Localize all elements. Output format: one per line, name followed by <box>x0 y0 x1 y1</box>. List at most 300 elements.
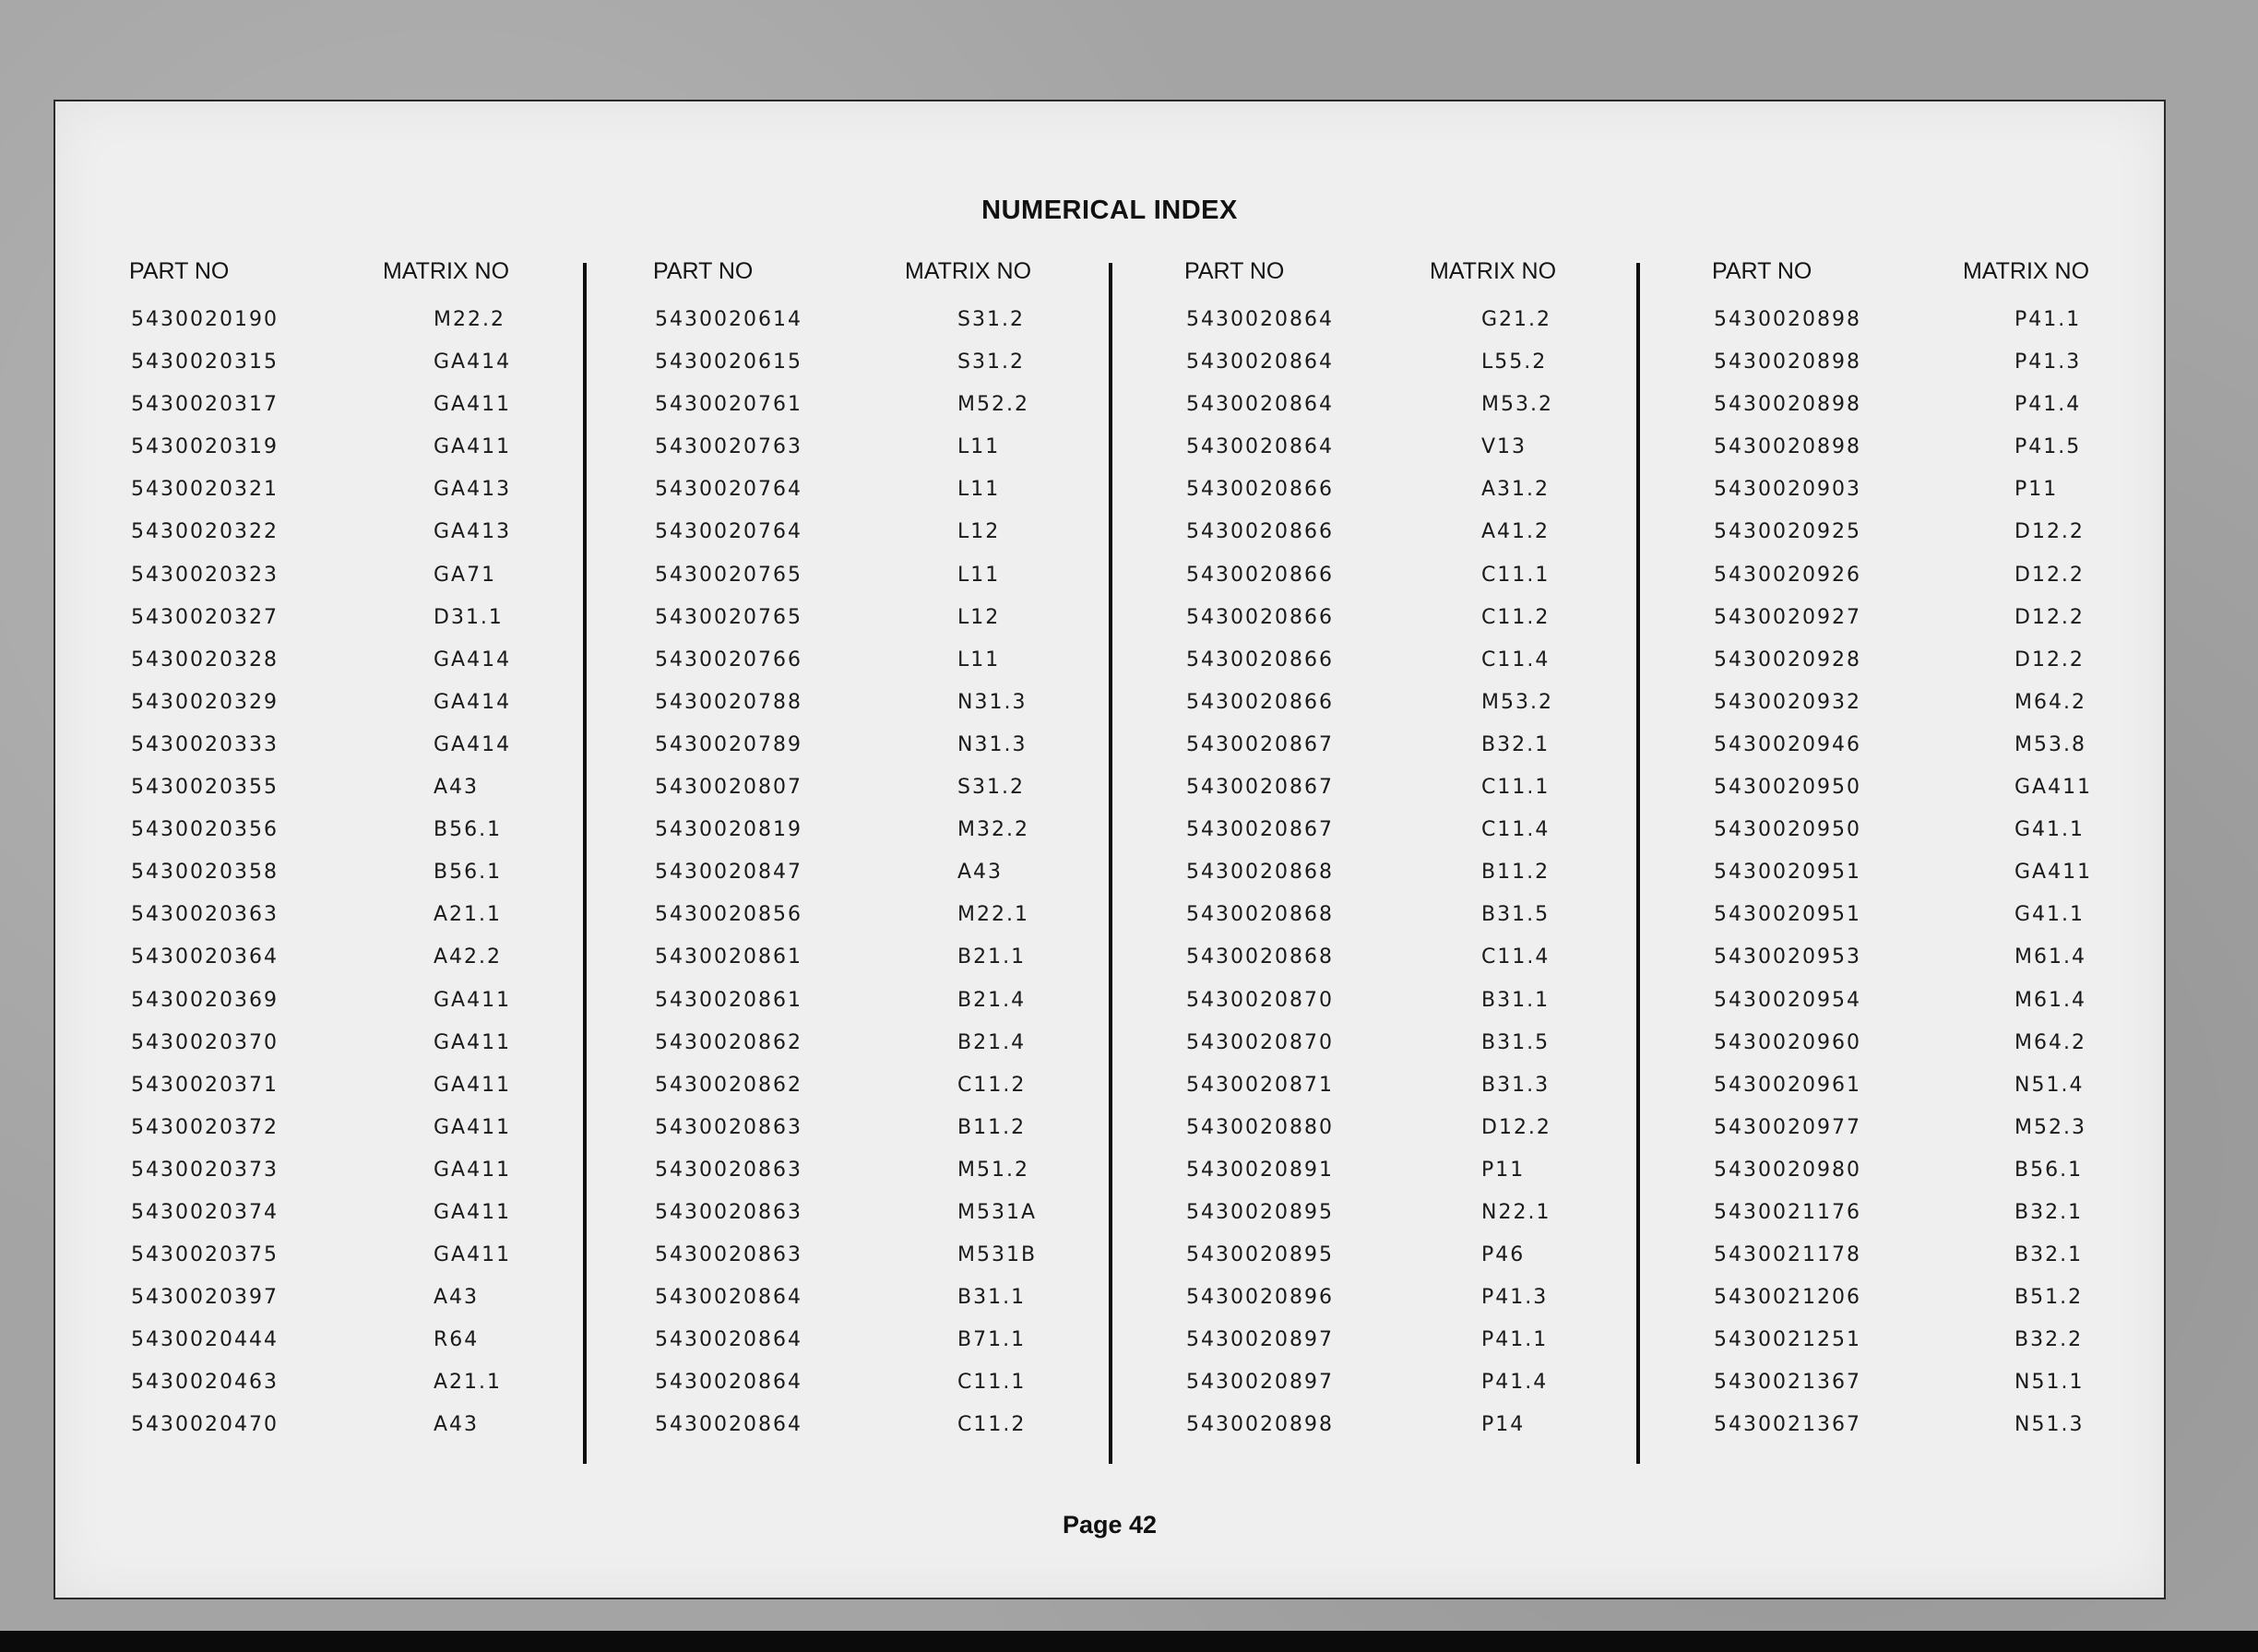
matrix-number: GA411 <box>434 1073 512 1097</box>
part-number: 5430020861 <box>655 988 802 1012</box>
part-number: 5430020868 <box>1186 903 1334 927</box>
matrix-number: M61.4 <box>2014 988 2086 1012</box>
matrix-number: B56.1 <box>434 818 503 842</box>
index-row <box>1712 1031 2145 1074</box>
matrix-number: L12 <box>957 520 1001 544</box>
part-number: 5430021367 <box>1714 1371 1861 1395</box>
matrix-number: M51.2 <box>957 1158 1029 1182</box>
index-row <box>1184 435 1618 478</box>
index-row <box>653 648 1087 691</box>
matrix-no-header: MATRIX NO <box>383 258 510 284</box>
part-number: 5430020895 <box>1186 1243 1334 1267</box>
matrix-number: M53.2 <box>1481 690 1553 714</box>
part-number: 5430020897 <box>1186 1371 1334 1395</box>
matrix-number: P41.3 <box>2014 351 2082 374</box>
index-row <box>129 691 563 733</box>
matrix-number: A43 <box>434 776 480 800</box>
part-number: 5430020870 <box>1186 1030 1334 1054</box>
matrix-no-header: MATRIX NO <box>1963 258 2090 284</box>
part-number: 5430020863 <box>655 1243 802 1267</box>
matrix-number: P41.3 <box>1481 1286 1549 1310</box>
index-row <box>129 733 563 776</box>
matrix-number: B32.2 <box>2014 1328 2084 1352</box>
part-number: 5430020977 <box>1714 1115 1861 1139</box>
matrix-number: GA414 <box>434 690 512 714</box>
index-row <box>129 1371 563 1413</box>
part-number: 5430020329 <box>131 690 279 714</box>
part-number: 5430020866 <box>1186 648 1334 671</box>
bottom-edge-band <box>0 1631 2258 1652</box>
matrix-number: P11 <box>2014 478 2059 502</box>
index-row <box>1184 606 1618 648</box>
matrix-number: C11.2 <box>957 1413 1027 1437</box>
part-number: 5430020896 <box>1186 1286 1334 1310</box>
index-row <box>653 818 1087 861</box>
part-number: 5430020864 <box>655 1328 802 1352</box>
matrix-number: M531A <box>957 1200 1038 1224</box>
index-column-3 <box>1184 258 1618 1437</box>
index-row <box>1184 308 1618 351</box>
part-number: 5430020807 <box>655 776 802 800</box>
index-column-1 <box>129 258 563 1437</box>
matrix-number: P41.4 <box>2014 393 2082 417</box>
part-number: 5430020765 <box>655 605 802 629</box>
matrix-number: P41.1 <box>2014 308 2082 331</box>
matrix-number: C11.4 <box>1481 648 1551 671</box>
index-row <box>1184 691 1618 733</box>
matrix-number: M531B <box>957 1243 1038 1267</box>
index-row <box>129 520 563 563</box>
part-number: 5430020898 <box>1714 308 1861 331</box>
index-row <box>129 606 563 648</box>
index-row <box>1184 1201 1618 1243</box>
index-row <box>653 733 1087 776</box>
part-number: 5430020953 <box>1714 945 1861 969</box>
part-number: 5430020868 <box>1186 861 1334 885</box>
part-number: 5430020895 <box>1186 1200 1334 1224</box>
matrix-number: M53.2 <box>1481 393 1553 417</box>
index-row <box>129 945 563 988</box>
matrix-number: L11 <box>957 648 1001 671</box>
index-row <box>653 308 1087 351</box>
part-number: 5430020867 <box>1186 818 1334 842</box>
matrix-number: N51.4 <box>2014 1073 2085 1097</box>
part-number: 5430021178 <box>1714 1243 1861 1267</box>
index-row <box>653 903 1087 945</box>
index-row <box>129 818 563 861</box>
index-row <box>129 861 563 903</box>
index-row <box>1184 393 1618 435</box>
matrix-number: B56.1 <box>2014 1158 2084 1182</box>
index-row <box>653 435 1087 478</box>
part-number: 5430020397 <box>131 1286 279 1310</box>
index-row <box>1712 1328 2145 1371</box>
index-row <box>1184 903 1618 945</box>
matrix-number: GA411 <box>434 988 512 1012</box>
matrix-number: B31.3 <box>1481 1073 1551 1097</box>
part-number: 5430020951 <box>1714 903 1861 927</box>
matrix-number: N31.3 <box>957 690 1028 714</box>
matrix-number: D12.2 <box>1481 1115 1551 1139</box>
part-number: 5430020926 <box>1714 563 1861 587</box>
part-number: 5430020764 <box>655 520 802 544</box>
part-number: 5430020898 <box>1186 1413 1334 1437</box>
part-number: 5430020765 <box>655 563 802 587</box>
part-number: 5430020373 <box>131 1158 279 1182</box>
part-number: 5430020980 <box>1714 1158 1861 1182</box>
index-row <box>129 1201 563 1243</box>
matrix-number: GA414 <box>434 351 512 374</box>
matrix-number: C11.1 <box>1481 563 1551 587</box>
matrix-number: B21.1 <box>957 945 1027 969</box>
index-row <box>1184 478 1618 520</box>
matrix-number: N51.3 <box>2014 1413 2085 1437</box>
part-number: 5430020897 <box>1186 1328 1334 1352</box>
part-number: 5430020371 <box>131 1073 279 1097</box>
index-row <box>129 478 563 520</box>
part-number: 5430020819 <box>655 818 802 842</box>
matrix-number: G41.1 <box>2014 903 2086 927</box>
part-number: 5430020375 <box>131 1243 279 1267</box>
part-number: 5430020614 <box>655 308 802 331</box>
matrix-number: S31.2 <box>957 308 1025 331</box>
part-number: 5430020932 <box>1714 690 1861 714</box>
part-number: 5430020864 <box>655 1286 802 1310</box>
part-number: 5430020891 <box>1186 1158 1334 1182</box>
matrix-number: B21.4 <box>957 988 1027 1012</box>
index-row <box>653 606 1087 648</box>
part-number: 5430020954 <box>1714 988 1861 1012</box>
column-rows <box>129 308 563 1456</box>
matrix-number: R64 <box>434 1328 480 1352</box>
matrix-number: B31.1 <box>957 1286 1027 1310</box>
matrix-number: M64.2 <box>2014 1030 2086 1054</box>
index-row <box>653 564 1087 606</box>
matrix-number: GA411 <box>434 1158 512 1182</box>
part-number: 5430020864 <box>1186 308 1334 331</box>
part-number: 5430020866 <box>1186 605 1334 629</box>
index-row <box>129 989 563 1031</box>
part-number: 5430020356 <box>131 818 279 842</box>
index-row <box>129 1031 563 1074</box>
column-divider <box>1636 263 1640 1464</box>
part-number: 5430020862 <box>655 1073 802 1097</box>
matrix-number: D12.2 <box>2014 563 2085 587</box>
matrix-number: GA411 <box>434 393 512 417</box>
matrix-no-header: MATRIX NO <box>905 258 1032 284</box>
index-row <box>1712 945 2145 988</box>
part-number: 5430020763 <box>655 435 802 459</box>
part-number: 5430020372 <box>131 1115 279 1139</box>
index-row <box>1712 818 2145 861</box>
part-number: 5430020861 <box>655 945 802 969</box>
part-number: 5430020328 <box>131 648 279 671</box>
matrix-number: N51.1 <box>2014 1371 2085 1395</box>
index-row <box>1712 393 2145 435</box>
index-row <box>1712 989 2145 1031</box>
index-row <box>1184 520 1618 563</box>
part-number: 5430020862 <box>655 1030 802 1054</box>
matrix-number: C11.4 <box>1481 945 1551 969</box>
index-row <box>1712 1074 2145 1116</box>
part-number: 5430020327 <box>131 605 279 629</box>
matrix-number: G41.1 <box>2014 818 2086 842</box>
part-number: 5430020321 <box>131 478 279 502</box>
part-number: 5430021367 <box>1714 1413 1861 1437</box>
index-row <box>129 776 563 818</box>
part-no-header: PART NO <box>1712 258 1812 284</box>
part-number: 5430020898 <box>1714 393 1861 417</box>
part-no-header: PART NO <box>1184 258 1285 284</box>
index-row <box>1184 1159 1618 1201</box>
part-number: 5430020847 <box>655 861 802 885</box>
index-row <box>1712 1201 2145 1243</box>
part-number: 5430020864 <box>655 1371 802 1395</box>
column-rows <box>653 308 1087 1456</box>
matrix-number: D12.2 <box>2014 520 2085 544</box>
column-header <box>653 258 1087 295</box>
index-row <box>1184 989 1618 1031</box>
part-number: 5430020761 <box>655 393 802 417</box>
part-number: 5430020856 <box>655 903 802 927</box>
matrix-number: GA411 <box>434 1243 512 1267</box>
index-row <box>129 1159 563 1201</box>
part-number: 5430020190 <box>131 308 279 331</box>
matrix-number: C11.4 <box>1481 818 1551 842</box>
index-row <box>653 776 1087 818</box>
part-number: 5430020866 <box>1186 478 1334 502</box>
index-row <box>129 564 563 606</box>
index-column-4 <box>1712 258 2145 1437</box>
part-number: 5430020927 <box>1714 605 1861 629</box>
index-row <box>1712 733 2145 776</box>
part-number: 5430020355 <box>131 776 279 800</box>
index-row <box>653 1201 1087 1243</box>
matrix-number: B32.1 <box>1481 732 1551 756</box>
index-row <box>1712 1413 2145 1456</box>
matrix-number: GA411 <box>2014 861 2093 885</box>
index-row <box>1184 1328 1618 1371</box>
index-row <box>1184 648 1618 691</box>
matrix-number: L12 <box>957 605 1001 629</box>
part-number: 5430020880 <box>1186 1115 1334 1139</box>
index-row <box>129 648 563 691</box>
index-row <box>1184 1074 1618 1116</box>
index-row <box>1184 945 1618 988</box>
part-number: 5430020333 <box>131 732 279 756</box>
matrix-number: B56.1 <box>434 861 503 885</box>
part-number: 5430021176 <box>1714 1200 1861 1224</box>
matrix-number: A21.1 <box>434 903 503 927</box>
part-number: 5430020764 <box>655 478 802 502</box>
index-row <box>653 1243 1087 1286</box>
matrix-number: D12.2 <box>2014 648 2085 671</box>
matrix-number: B11.2 <box>957 1115 1027 1139</box>
matrix-number: B31.5 <box>1481 1030 1551 1054</box>
matrix-number: GA413 <box>434 478 512 502</box>
index-row <box>1184 1286 1618 1328</box>
index-sheet <box>53 100 2166 1599</box>
matrix-number: B32.1 <box>2014 1243 2084 1267</box>
index-row <box>129 351 563 393</box>
index-row <box>1184 1413 1618 1456</box>
index-row <box>1712 435 2145 478</box>
page-number: Page 42 <box>1062 1511 1158 1539</box>
part-number: 5430020903 <box>1714 478 1861 502</box>
matrix-number: GA414 <box>434 648 512 671</box>
index-row <box>129 1116 563 1159</box>
matrix-number: B51.2 <box>2014 1286 2084 1310</box>
index-row <box>653 861 1087 903</box>
index-row <box>653 1328 1087 1371</box>
matrix-number: B31.5 <box>1481 903 1551 927</box>
index-row <box>653 1116 1087 1159</box>
part-number: 5430020863 <box>655 1115 802 1139</box>
matrix-number: B21.4 <box>957 1030 1027 1054</box>
index-row <box>653 1286 1087 1328</box>
column-rows <box>1184 308 1618 1456</box>
part-number: 5430020358 <box>131 861 279 885</box>
index-row <box>129 903 563 945</box>
part-number: 5430020867 <box>1186 776 1334 800</box>
index-row <box>1712 520 2145 563</box>
matrix-number: GA411 <box>434 1200 512 1224</box>
index-row <box>1712 1286 2145 1328</box>
index-row <box>129 393 563 435</box>
part-number: 5430020946 <box>1714 732 1861 756</box>
matrix-number: C11.1 <box>1481 776 1551 800</box>
index-row <box>653 351 1087 393</box>
part-number: 5430020364 <box>131 945 279 969</box>
matrix-number: GA411 <box>434 435 512 459</box>
matrix-number: C11.1 <box>957 1371 1027 1395</box>
index-row <box>1712 351 2145 393</box>
matrix-number: P46 <box>1481 1243 1526 1267</box>
part-number: 5430020898 <box>1714 351 1861 374</box>
index-row <box>129 1243 563 1286</box>
matrix-number: M22.2 <box>434 308 505 331</box>
index-row <box>653 989 1087 1031</box>
part-number: 5430020866 <box>1186 563 1334 587</box>
page-title: NUMERICAL INDEX <box>981 196 1238 225</box>
matrix-number: P41.4 <box>1481 1371 1549 1395</box>
part-number: 5430021206 <box>1714 1286 1861 1310</box>
part-number: 5430020928 <box>1714 648 1861 671</box>
part-number: 5430020950 <box>1714 776 1861 800</box>
index-row <box>129 1074 563 1116</box>
part-number: 5430020864 <box>1186 351 1334 374</box>
matrix-number: S31.2 <box>957 351 1025 374</box>
index-row <box>1184 1243 1618 1286</box>
index-row <box>653 1371 1087 1413</box>
matrix-number: A21.1 <box>434 1371 503 1395</box>
matrix-number: A43 <box>434 1286 480 1310</box>
matrix-number: L55.2 <box>1481 351 1548 374</box>
index-row <box>1184 1031 1618 1074</box>
part-number: 5430021251 <box>1714 1328 1861 1352</box>
index-row <box>1712 308 2145 351</box>
column-divider <box>583 263 587 1464</box>
part-number: 5430020864 <box>1186 435 1334 459</box>
index-row <box>1184 776 1618 818</box>
matrix-number: P41.1 <box>1481 1328 1549 1352</box>
column-header <box>129 258 563 295</box>
column-header <box>1712 258 2145 295</box>
matrix-number: L11 <box>957 478 1001 502</box>
part-number: 5430020863 <box>655 1200 802 1224</box>
index-row <box>653 1159 1087 1201</box>
part-number: 5430020864 <box>655 1413 802 1437</box>
part-number: 5430020925 <box>1714 520 1861 544</box>
matrix-number: B71.1 <box>957 1328 1027 1352</box>
part-number: 5430020323 <box>131 563 279 587</box>
matrix-number: S31.2 <box>957 776 1025 800</box>
index-row <box>129 435 563 478</box>
matrix-number: G21.2 <box>1481 308 1552 331</box>
matrix-number: P11 <box>1481 1158 1526 1182</box>
part-number: 5430020444 <box>131 1328 279 1352</box>
index-row <box>1712 1116 2145 1159</box>
matrix-number: M53.8 <box>2014 732 2086 756</box>
index-row <box>1712 478 2145 520</box>
matrix-number: M52.2 <box>957 393 1029 417</box>
part-number: 5430020898 <box>1714 435 1861 459</box>
part-number: 5430020374 <box>131 1200 279 1224</box>
part-number: 5430020463 <box>131 1371 279 1395</box>
index-column-2 <box>653 258 1087 1437</box>
matrix-no-header: MATRIX NO <box>1430 258 1557 284</box>
part-number: 5430020864 <box>1186 393 1334 417</box>
matrix-number: A41.2 <box>1481 520 1551 544</box>
index-row <box>653 691 1087 733</box>
matrix-number: V13 <box>1481 435 1527 459</box>
matrix-number: B31.1 <box>1481 988 1551 1012</box>
index-row <box>653 478 1087 520</box>
matrix-number: GA71 <box>434 563 497 587</box>
part-number: 5430020370 <box>131 1030 279 1054</box>
part-number: 5430020960 <box>1714 1030 1861 1054</box>
matrix-number: M64.2 <box>2014 690 2086 714</box>
matrix-number: C11.2 <box>1481 605 1551 629</box>
part-number: 5430020867 <box>1186 732 1334 756</box>
index-row <box>1184 1116 1618 1159</box>
index-row <box>1712 691 2145 733</box>
part-number: 5430020766 <box>655 648 802 671</box>
part-number: 5430020951 <box>1714 861 1861 885</box>
matrix-number: GA411 <box>434 1030 512 1054</box>
matrix-number: N22.1 <box>1481 1200 1551 1224</box>
part-number: 5430020871 <box>1186 1073 1334 1097</box>
part-number: 5430020866 <box>1186 520 1334 544</box>
index-row <box>653 393 1087 435</box>
part-number: 5430020866 <box>1186 690 1334 714</box>
part-no-header: PART NO <box>129 258 230 284</box>
index-row <box>1712 606 2145 648</box>
index-row <box>1184 861 1618 903</box>
part-number: 5430020961 <box>1714 1073 1861 1097</box>
matrix-number: GA414 <box>434 732 512 756</box>
matrix-number: M22.1 <box>957 903 1029 927</box>
index-row <box>653 1074 1087 1116</box>
index-row <box>1184 1371 1618 1413</box>
part-number: 5430020870 <box>1186 988 1334 1012</box>
index-row <box>1712 776 2145 818</box>
matrix-number: P41.5 <box>2014 435 2082 459</box>
index-row <box>1712 648 2145 691</box>
matrix-number: B11.2 <box>1481 861 1551 885</box>
index-row <box>129 1413 563 1456</box>
index-row <box>129 308 563 351</box>
